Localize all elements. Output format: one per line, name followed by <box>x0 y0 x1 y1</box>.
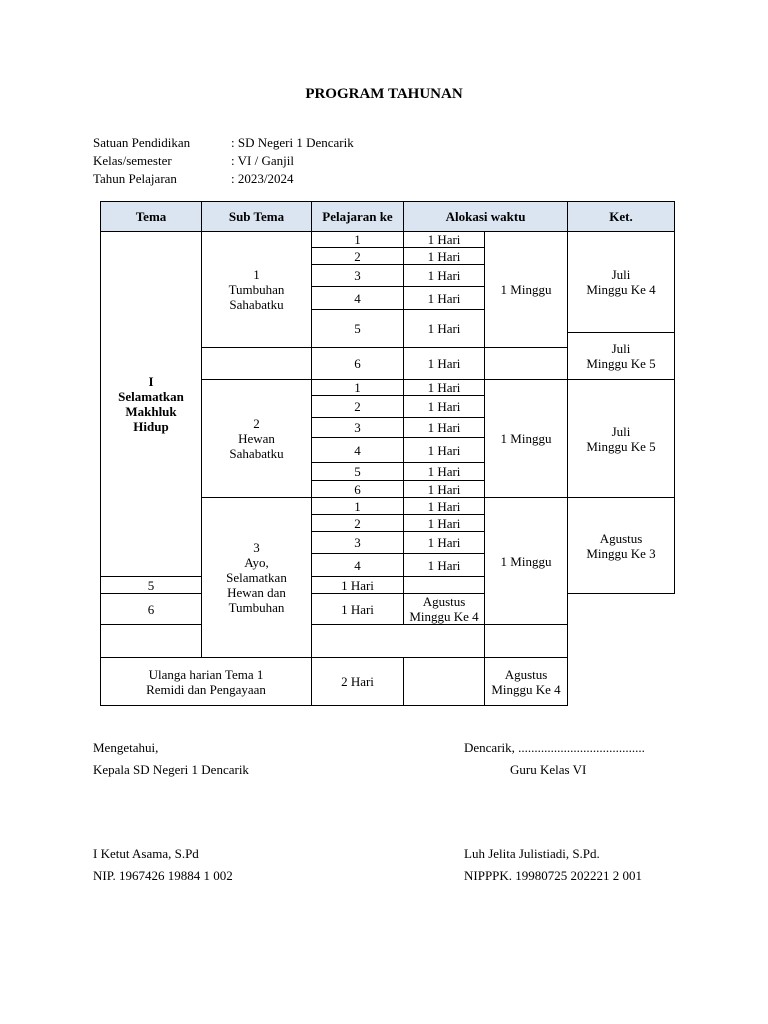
teacher-nip: NIPPPK. 19980725 202221 2 001 <box>464 868 643 883</box>
header-ket: Ket. <box>568 202 675 232</box>
subtema-name: Selamatkan <box>226 570 287 585</box>
table-row <box>101 594 675 625</box>
lesson-time: 1 Hari <box>312 577 404 594</box>
lesson-time: 1 Hari <box>404 248 485 265</box>
info-label: Kelas/semester <box>93 153 172 168</box>
lesson-time: 1 Hari <box>404 380 485 396</box>
lesson-time: 1 Hari <box>404 418 485 438</box>
ket-month: Agustus <box>599 530 643 546</box>
ket-week: Minggu Ke 5 <box>586 438 656 454</box>
lesson-time: 1 Hari <box>404 463 485 481</box>
header-sub-tema: Sub Tema <box>202 202 312 232</box>
ket-week: Minggu Ke 5 <box>586 356 656 371</box>
info-value: : 2023/2024 <box>231 171 294 186</box>
subtema-name: Tumbuhan <box>228 600 285 615</box>
lesson-time: 1 Hari <box>404 287 485 310</box>
lesson-time: 1 Hari <box>404 265 485 287</box>
subtema-number: 2 <box>253 416 260 431</box>
header-pelajaran: Pelajaran ke <box>312 202 404 232</box>
ket-week: Minggu Ke 4 <box>586 282 656 297</box>
subtema-name: Sahabatku <box>229 446 284 461</box>
lesson-number: 1 <box>312 380 404 396</box>
lesson-number: 6 <box>312 348 404 380</box>
lesson-time: 1 Hari <box>404 438 485 463</box>
ket-week: Minggu Ke 4 <box>409 609 479 624</box>
signature-right-name <box>464 843 642 887</box>
subtema-name: Ayo, <box>244 555 269 570</box>
ulangan-label: Ulanga harian Tema 1 <box>148 666 264 682</box>
signature-left-name <box>93 843 233 887</box>
ket-month: Juli <box>611 341 631 356</box>
subtema-number: 3 <box>253 540 260 555</box>
info-value: : SD Negeri 1 Dencarik <box>231 135 354 150</box>
ulangan-cell <box>101 658 312 706</box>
teacher-name: Luh Jelita Julistiadi, S.Pd. <box>464 846 600 861</box>
lesson-time: 1 Hari <box>404 232 485 248</box>
info-label: Tahun Pelajaran <box>93 171 177 186</box>
week-allocation: 1 Minggu <box>485 380 568 498</box>
lesson-time: 1 Hari <box>404 554 485 577</box>
subtema-cell <box>202 380 312 498</box>
tema-cell <box>101 232 202 577</box>
annual-program-table <box>100 201 675 706</box>
subtema-name: Hewan <box>238 431 275 446</box>
lesson-number: 2 <box>312 396 404 418</box>
table-header-row <box>101 202 675 232</box>
lesson-number: 1 <box>312 498 404 515</box>
lesson-number: 6 <box>312 481 404 498</box>
lesson-time: 1 Hari <box>404 498 485 515</box>
info-value: : VI / Ganjil <box>231 153 294 168</box>
tema-name: Hidup <box>133 419 169 434</box>
tema-name: Selamatkan <box>118 389 184 404</box>
lesson-number: 5 <box>101 577 202 594</box>
lesson-number: 3 <box>312 418 404 438</box>
lesson-time: 1 Hari <box>404 481 485 498</box>
info-label: Satuan Pendidikan <box>93 135 191 150</box>
empty-cell <box>312 625 485 658</box>
ket-month: Juli <box>611 267 631 282</box>
lesson-number: 4 <box>312 554 404 577</box>
ket-month: Juli <box>611 423 631 439</box>
page-title: PROGRAM TAHUNAN <box>305 86 463 102</box>
teacher-title: Guru Kelas VI <box>510 762 587 777</box>
ket-cell <box>568 333 675 380</box>
ulangan-time: 2 Hari <box>312 658 404 706</box>
table-row-empty <box>101 625 675 658</box>
empty-cell <box>101 625 202 658</box>
subtema-name: Hewan dan <box>227 585 286 600</box>
empty-cell <box>404 658 485 706</box>
lesson-number: 4 <box>312 287 404 310</box>
lesson-time: 1 Hari <box>404 396 485 418</box>
lesson-number: 4 <box>312 438 404 463</box>
lesson-number: 2 <box>312 248 404 265</box>
signature-left <box>93 737 249 781</box>
subtema-cell <box>202 232 312 348</box>
lesson-number: 1 <box>312 232 404 248</box>
ket-week: Minggu Ke 4 <box>491 681 561 697</box>
ket-cell <box>485 658 568 706</box>
subtema-cell-spacer <box>202 348 312 380</box>
principal-name: I Ketut Asama, S.Pd <box>93 846 199 861</box>
lesson-number: 6 <box>101 594 202 625</box>
lesson-time: 1 Hari <box>404 515 485 532</box>
ket-cell <box>568 232 675 333</box>
ket-cell <box>568 380 675 498</box>
subtema-number: 1 <box>253 267 260 282</box>
lesson-number: 5 <box>312 463 404 481</box>
empty-cell <box>485 625 568 658</box>
table-row-ulangan <box>101 658 675 706</box>
header-alokasi: Alokasi waktu <box>404 202 568 232</box>
table-row <box>101 232 675 248</box>
principal-title: Kepala SD Negeri 1 Dencarik <box>93 762 249 777</box>
ket-month: Agustus <box>422 594 466 609</box>
signature-right <box>464 737 645 781</box>
ket-month: Agustus <box>504 666 548 682</box>
principal-nip: NIP. 1967426 19884 1 002 <box>93 868 233 883</box>
week-allocation: 1 Minggu <box>485 498 568 625</box>
lesson-time: 1 Hari <box>312 594 404 625</box>
lesson-number: 3 <box>312 265 404 287</box>
place-date: Dencarik, ....................................... <box>464 740 645 755</box>
ket-cell <box>568 498 675 594</box>
lesson-time: 1 Hari <box>404 348 485 380</box>
subtema-name: Sahabatku <box>229 297 284 312</box>
lesson-number: 2 <box>312 515 404 532</box>
tema-number: I <box>148 374 154 389</box>
lesson-time: 1 Hari <box>404 532 485 554</box>
lesson-number: 5 <box>312 310 404 348</box>
subtema-cell <box>202 498 312 658</box>
lesson-time: 1 Hari <box>404 310 485 348</box>
ket-cell <box>404 594 485 625</box>
subtema-name: Tumbuhan <box>228 282 285 297</box>
week-allocation: 1 Minggu <box>485 232 568 348</box>
week-allocation-spacer <box>485 348 568 380</box>
tema-name: Makhluk <box>125 404 177 419</box>
acknowledged-label: Mengetahui, <box>93 740 159 755</box>
lesson-number: 3 <box>312 532 404 554</box>
ulangan-label: Remidi dan Pengayaan <box>146 681 266 697</box>
ket-week: Minggu Ke 3 <box>586 545 656 561</box>
header-tema: Tema <box>101 202 202 232</box>
